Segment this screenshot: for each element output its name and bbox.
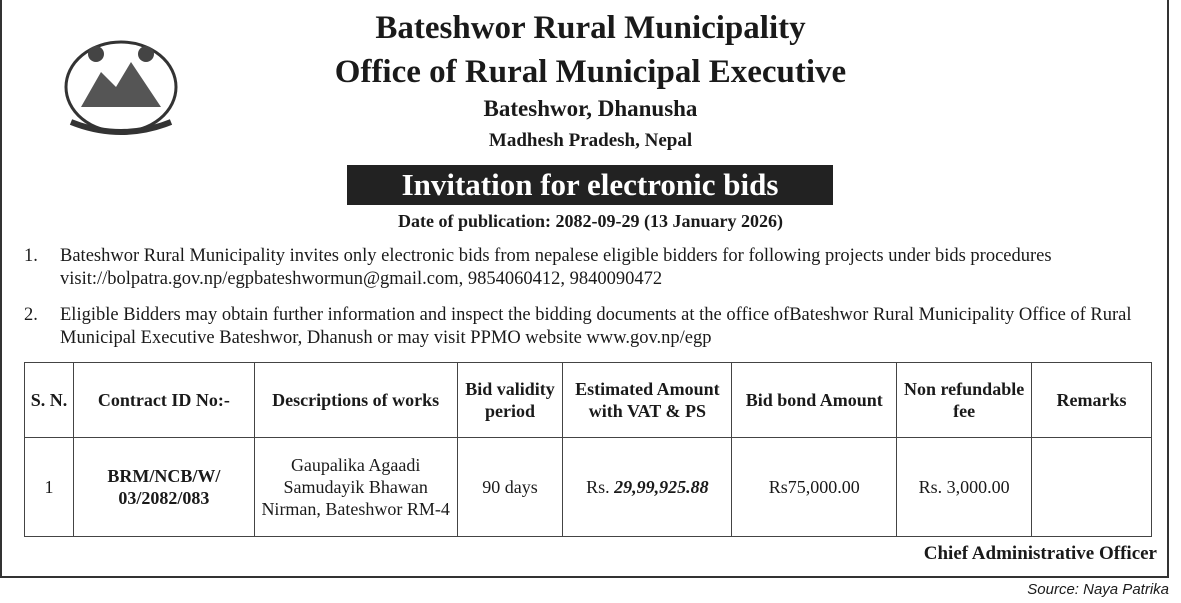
publication-date: Date of publication: 2082-09-29 (13 January 2026) bbox=[398, 211, 783, 231]
office-name: Office of Rural Municipal Executive bbox=[334, 54, 847, 90]
header-validity: Bid validity period bbox=[457, 363, 563, 438]
header-description: Descriptions of works bbox=[254, 363, 457, 438]
table-row bbox=[25, 438, 1152, 537]
location: Bateshwor, Dhanusha bbox=[483, 96, 698, 121]
cell-validity: 90 days bbox=[457, 438, 563, 537]
header-fee: Non refundable fee bbox=[897, 363, 1032, 438]
signatory: Chief Administrative Officer bbox=[923, 543, 1157, 564]
cell-estimate bbox=[563, 438, 732, 537]
table-header-row bbox=[25, 363, 1152, 438]
paragraph-1 bbox=[24, 245, 1164, 291]
header-remarks: Remarks bbox=[1032, 363, 1152, 438]
paragraph-number: 1. bbox=[24, 246, 38, 266]
source-credit: Source: Naya Patrika bbox=[1027, 581, 1169, 598]
paragraph-2 bbox=[24, 304, 1164, 350]
estimate-prefix: Rs. bbox=[586, 477, 610, 497]
municipality-name: Bateshwor Rural Municipality bbox=[375, 10, 806, 46]
estimate-value: 29,99,925.88 bbox=[614, 477, 709, 497]
cell-fee: Rs. 3,000.00 bbox=[897, 438, 1032, 537]
cell-sn: 1 bbox=[25, 438, 74, 537]
header-estimate: Estimated Amount with VAT & PS bbox=[563, 363, 732, 438]
paragraph-number: 2. bbox=[24, 305, 38, 325]
header-sn: S. N. bbox=[25, 363, 74, 438]
notice-title-banner: Invitation for electronic bids bbox=[347, 165, 833, 205]
province: Madhesh Pradesh, Nepal bbox=[488, 130, 693, 151]
paragraph-text: Eligible Bidders may obtain further information and inspect the bidding documents at the office ofBateshwor Rural Municipality Office of Rural Municipal Executive Bateshwor, Dhanush or may visit PPMO website www.gov.np/egp bbox=[60, 305, 1132, 348]
header-bid-bond: Bid bond Amount bbox=[732, 363, 897, 438]
cell-description: Gaupalika Agaadi Samudayik Bhawan Nirman, Bateshwor RM-4 bbox=[254, 438, 457, 537]
bids-table bbox=[24, 362, 1152, 537]
header-contract-id: Contract ID No:- bbox=[73, 363, 254, 438]
paragraph-text: Bateshwor Rural Municipality invites only electronic bids from nepalese eligible bidders for following projects under bids procedures visit://bolpatra.gov.np/egpbateshwormun@gmail.com, 9854060412, 9840090472 bbox=[60, 246, 1052, 289]
cell-bid-bond: Rs75,000.00 bbox=[732, 438, 897, 537]
cell-contract-id: BRM/NCB/W/ 03/2082/083 bbox=[73, 438, 254, 537]
cell-remarks bbox=[1032, 438, 1152, 537]
